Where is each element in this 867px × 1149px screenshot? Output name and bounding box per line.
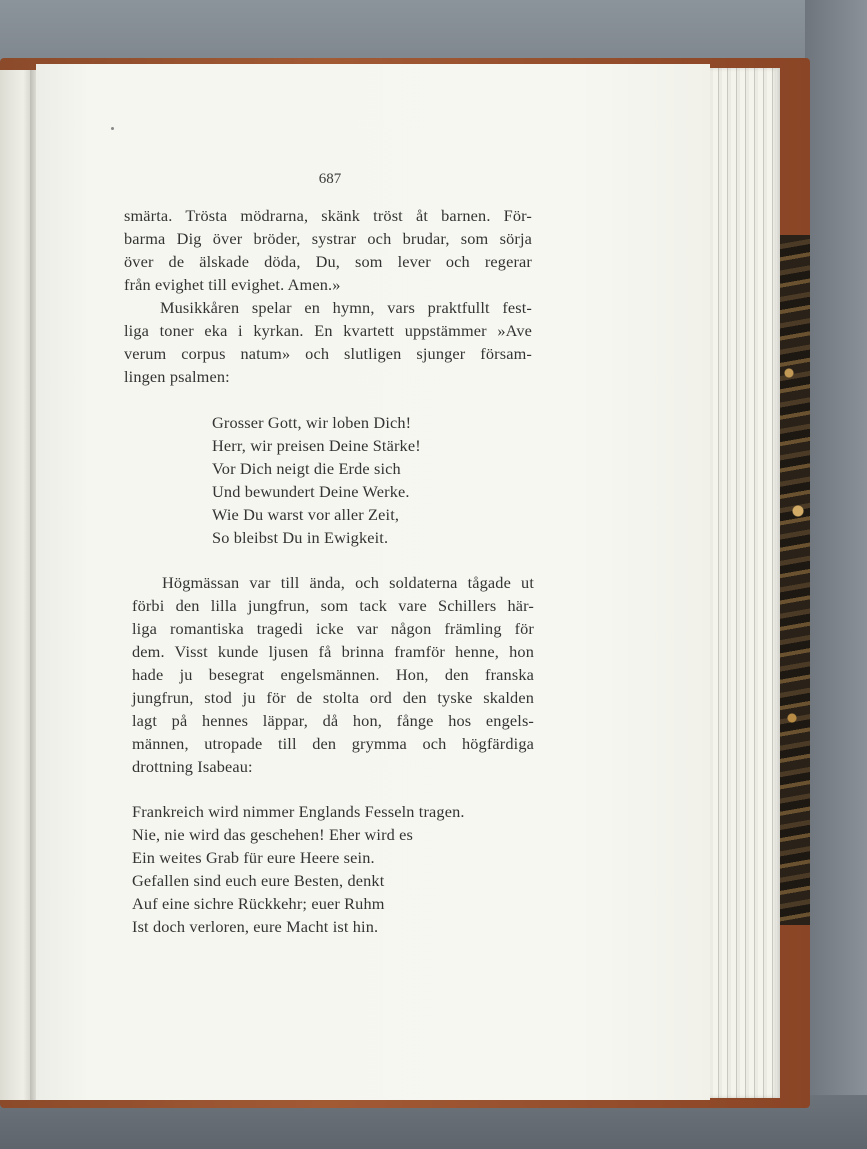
text-line: från evighet till evighet. Amen.»: [124, 275, 341, 294]
text-line: Musikkåren spelar en hymn, vars praktfullt fest-: [160, 298, 532, 317]
verse-line: Herr, wir preisen Deine Stärke!: [212, 436, 421, 455]
text-line: över de älskade döda, Du, som lever och regerar: [124, 252, 532, 271]
quote-line: Frankreich wird nimmer Englands Fesseln tragen.: [132, 802, 465, 821]
verse-line: So bleibst Du in Ewigkeit.: [212, 528, 389, 547]
text-line: liga romantiska tragedi icke var någon främling för: [132, 619, 534, 638]
quote-line: Nie, nie wird das geschehen! Eher wird es: [132, 825, 414, 844]
quote-line: Ein weites Grab für eure Heere sein.: [132, 848, 375, 867]
quote-line: Ist doch verloren, eure Macht ist hin.: [132, 917, 379, 936]
text-line: drottning Isabeau:: [132, 757, 253, 776]
text-line: barma Dig över bröder, systrar och brudar, som sörja: [124, 229, 532, 248]
quote-line: Auf eine sichre Rückkehr; euer Ruhm: [132, 894, 385, 913]
text-line: jungfrun, stod ju för de stolta ord den tyske skalden: [132, 688, 534, 707]
verse-line: Vor Dich neigt die Erde sich: [212, 459, 401, 478]
text-line: hade ju besegrat engelsmännen. Hon, den franska: [132, 665, 534, 684]
text-line: männen, utropade till den grymma och högfärdiga: [132, 734, 534, 753]
verse-line: Grosser Gott, wir loben Dich!: [212, 413, 412, 432]
text-line: liga toner eka i kyrkan. En kvartett uppstämmer »Ave: [124, 321, 532, 340]
quote-line: Gefallen sind euch eure Besten, denkt: [132, 871, 385, 890]
text-line: lagt på hennes läppar, då hon, fånge hos engels-: [132, 711, 534, 730]
text-line: dem. Visst kunde ljusen få brinna framför henne, hon: [132, 642, 534, 661]
scanner-background-right: [805, 0, 867, 1149]
page-number: 687: [318, 171, 342, 187]
text-line: Högmässan var till ända, och soldaterna tågade ut: [162, 573, 534, 592]
verse-line: Wie Du warst vor aller Zeit,: [212, 505, 400, 524]
text-line: förbi den lilla jungfrun, som tack vare Schillers här-: [132, 596, 534, 615]
text-line: lingen psalmen:: [124, 367, 230, 386]
marbled-spine: [780, 235, 810, 925]
text-line: smärta. Trösta mödrarna, skänk tröst åt barnen. För-: [124, 206, 532, 225]
page-edges-stack: [704, 68, 780, 1098]
text-line: verum corpus natum» och slutligen sjunger försam-: [124, 344, 532, 363]
ink-speck: [111, 127, 114, 130]
verse-line: Und bewundert Deine Werke.: [212, 482, 410, 501]
left-page-edge: [0, 70, 33, 1100]
